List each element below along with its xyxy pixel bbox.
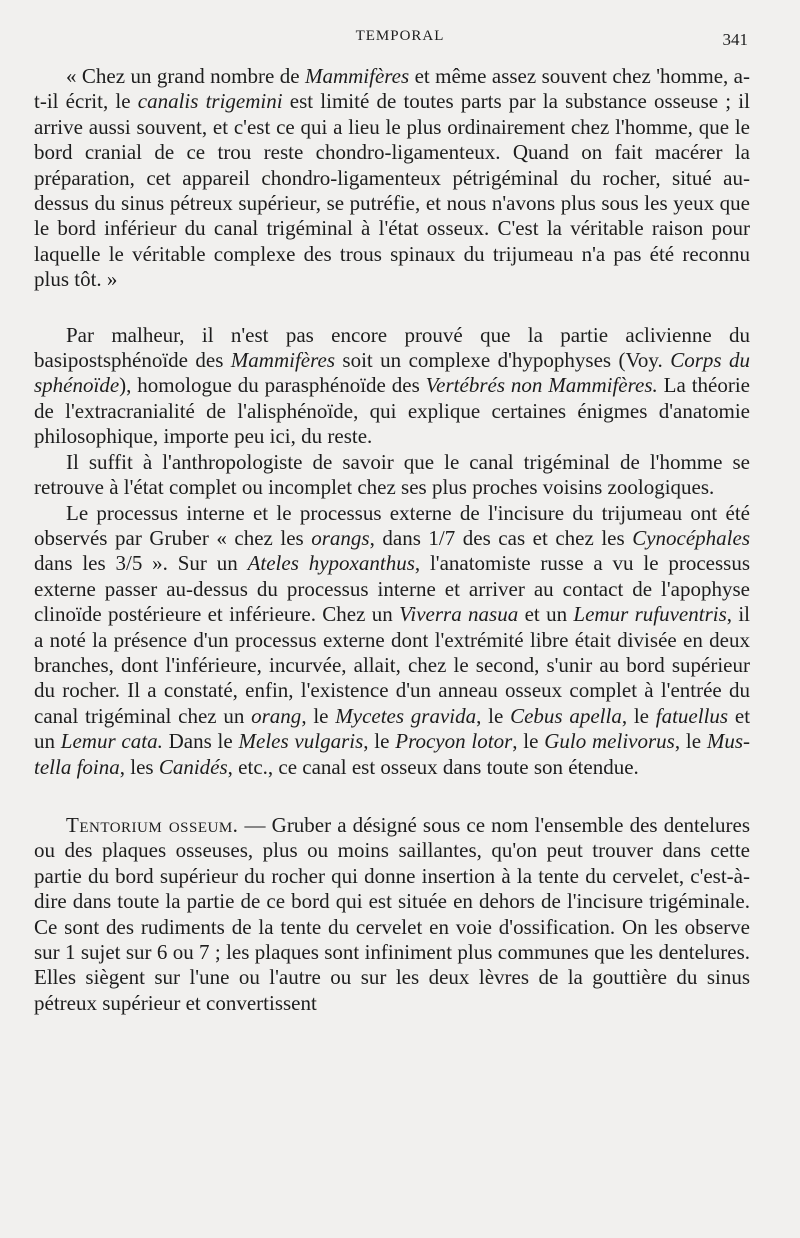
page-header [0,28,800,54]
paragraph-aclivienne: Par malheur, il n'est pas encore prouvé que la partie aclivienne du basipostsphénoïde des Mammifères soit un complexe d'hypophyses (Voy. Corps du sphénoïde), homologue du parasphénoïde des Vertébrés non Mammifères. La théorie de l'extracranialité de l'alisphénoïde, qui explique certaines énigmes d'anatomie philosophique, importe peu ici, du reste. [34,322,751,449]
paragraph-anthropologiste: Il suffit à l'anthropologiste de savoir que le canal trigéminal de l'homme se retrouve à l'état complet ou incomplet chez ses plus proches voisins zoologiques. [34,449,750,500]
quotation-paragraph: « Chez un grand nombre de Mammifères et même assez souvent chez 'homme, a-t-il écrit, le canalis trigemini est limité de toutes parts par la substance osseuse ; il arrive aussi souvent, et c'est ce qui a lieu le plus ordinairement chez l'homme, que le bord cranial de ce trou reste chondro-ligamenteux. Quand on fait macérer la préparation, cet appareil chondro-ligamenteux pétrigéminal du rocher, situé au-dessus du sinus pétreux supérieur, se putréfie, et nous n'avons plus sous les yeux que le bord inférieur du canal trigéminal à l'état osseux. C'est la véritable raison pour laquelle le véritable complexe des trous spinaux du trijumeau n'a pas été reconnu plus tôt. » [34,64,750,292]
body-text [34,64,750,1016]
paragraph-tentorium: Tentorium osseum. — Gruber a désigné sous ce nom l'ensemble des dentelures ou des plaques osseuses, plus ou moins saillantes, qu'on peut trouver dans cette partie du bord supérieur du rocher qui donne insertion à la tente du cervelet, c'est-à-dire dans toute la partie de ce bord qui est située en dehors de l'incisure trigéminale. Ce sont des rudiments de la tente du cervelet en voie d'ossification. On les observe sur 1 sujet sur 6 ou 7 ; les plaques sont infiniment plus communes que les dentelures. Elles siègent sur l'une ou l'autre ou sur les deux lèvres de la gouttière du sinus pétreux supérieur et convertissent [34,812,750,1015]
page-number: 341 [722,30,748,49]
running-title: TEMPORAL [355,28,445,44]
section-heading-tentorium: Tentorium osseum. [66,812,239,837]
paragraph-processus: Le processus interne et le processus externe de l'incisure du trijumeau ont été observés par Gruber « chez les orangs, dans 1/7 des cas et chez les Cynocéphales dans les 3/5 ». Sur un Ateles hypoxanthus, l'anatomiste russe a vu le processus externe passer au-dessus du processus interne et arriver au contact de l'apophyse clinoïde postérieure et inférieure. Chez un Viverra nasua et un Lemur rufuventris, il a noté la présence d'un processus externe dont l'extrémité libre était divisée en deux branches, dont l'inférieure, incurvée, allait, chez le second, s'unir au bord supérieur du rocher. Il a constaté, enfin, l'existence d'un anneau osseux complet à l'entrée du canal trigéminal chez un orang, le Mycetes gravida, le Cebus apella, le fatuellus et un Lemur cata. Dans le Meles vulgaris, le Procyon lotor, le Gulo melivorus, le Mustella foina, les Canidés, etc., ce canal est osseux dans toute son étendue. [34,500,751,779]
